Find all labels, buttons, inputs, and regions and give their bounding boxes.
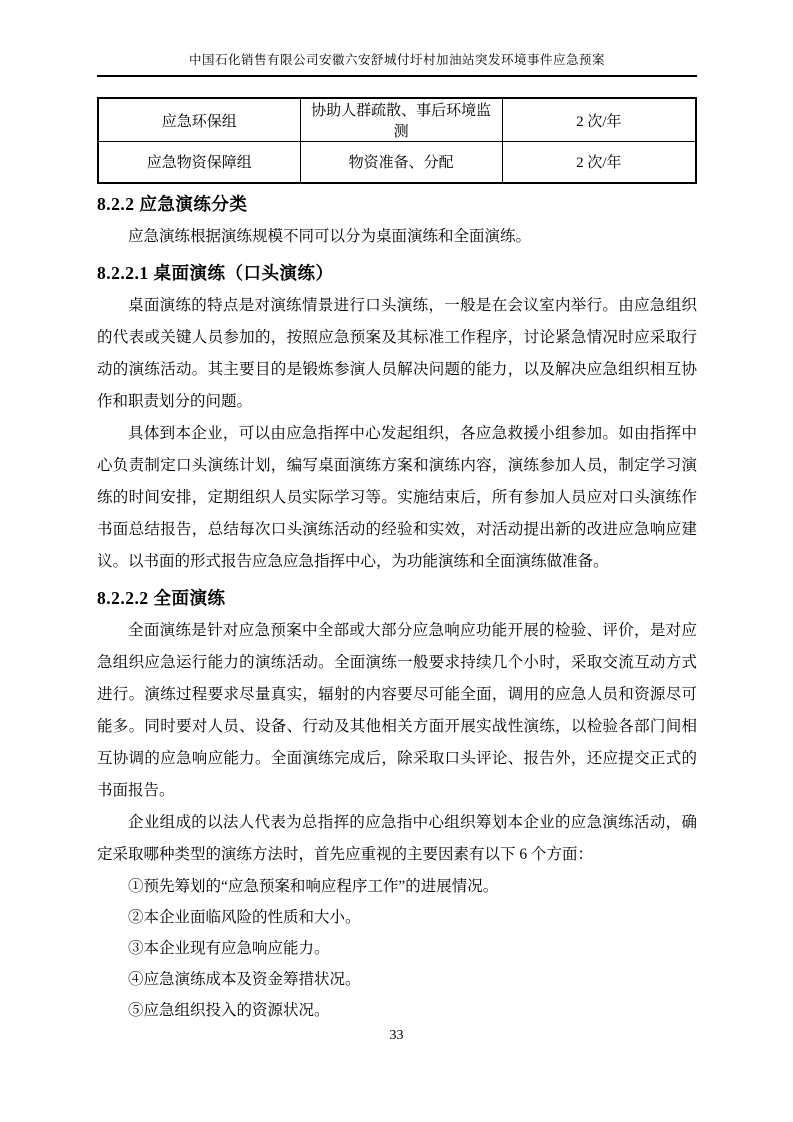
- table-cell-group: 应急物资保障组: [98, 142, 300, 183]
- paragraph-8-2-2-2-a: 全面演练是针对应急预案中全部或大部分应急响应功能开展的检验、评价，是对应急组织应急运行能力的演练活动。全面演练一般要求持续几个小时，采取交流互动方式进行。演练过程要求尽量真实，辐射的内容要尽可能全面，调用的应急人员和资源尽可能多。同时要对人员、设备、行动及其他相关方面开展实战性演练，以检验各部门间相互协调的应急响应能力。全面演练完成后，除采取口头评论、报告外，还应提交正式的书面报告。: [97, 621, 697, 799]
- paragraph-8-2-2-1-a: 桌面演练的特点是对演练情景进行口头演练，一般是在会议室内举行。由应急组织的代表或关键人员参加的，按照应急预案及其标准工作程序，讨论紧急情况时应采取行动的演练活动。其主要目的是锻炼参演人员解决问题的能力，以及解决应急组织相互协作和职责划分的问题。: [97, 296, 697, 410]
- factor-list: [97, 871, 697, 1026]
- document-header-title: 中国石化销售有限公司安徽六安舒城付圩村加油站突发环境事件应急预案: [188, 53, 605, 67]
- factor-item-5: ⑤应急组织投入的资源状况。: [128, 1001, 330, 1019]
- factor-item-1: ①预先筹划的“应急预案和响应程序工作”的进展情况。: [128, 877, 499, 895]
- factor-item-2: ②本企业面临风险的性质和大小。: [128, 908, 361, 926]
- paragraph-8-2-2: 应急演练根据演练规模不同可以分为桌面演练和全面演练。: [128, 227, 532, 245]
- table-cell-frequency: 2 次/年: [502, 98, 696, 142]
- document-header: [97, 52, 697, 77]
- heading-8-2-2: 8.2.2 应急演练分类: [97, 193, 248, 214]
- factor-item-3: ③本企业现有应急响应能力。: [128, 939, 330, 957]
- heading-8-2-2-1: 8.2.2.1 桌面演练（口头演练）: [97, 262, 334, 283]
- heading-8-2-2-2: 8.2.2.2 全面演练: [97, 587, 226, 608]
- table-cell-duty: 协助人群疏散、事后环境监测: [300, 98, 502, 142]
- table-row: [98, 142, 696, 183]
- paragraph-8-2-2-2-b: 企业组成的以法人代表为总指挥的应急指中心组织筹划本企业的应急演练活动，确定采取哪种类型的演练方法时，首先应重视的主要因素有以下 6 个方面：: [97, 813, 697, 863]
- table-cell-frequency: 2 次/年: [502, 142, 696, 183]
- table-row: [98, 98, 696, 142]
- page-number: 33: [389, 1028, 404, 1043]
- table-cell-duty: 物资准备、分配: [300, 142, 502, 183]
- paragraph-8-2-2-1-b: 具体到本企业，可以由应急指挥中心发起组织，各应急救援小组参加。如由指挥中心负责制定口头演练计划，编写桌面演练方案和演练内容，演练参加人员，制定学习演练的时间安排，定期组织人员实际学习等。实施结束后，所有参加人员应对口头演练作书面总结报告，总结每次口头演练活动的经验和实效，对活动提出新的改进应急响应建议。以书面的形式报告应急应急指挥中心，为功能演练和全面演练做准备。: [97, 424, 697, 570]
- table-cell-group: 应急环保组: [98, 98, 300, 142]
- factor-item-4: ④应急演练成本及资金筹措状况。: [128, 970, 361, 988]
- drill-frequency-table: [97, 97, 697, 184]
